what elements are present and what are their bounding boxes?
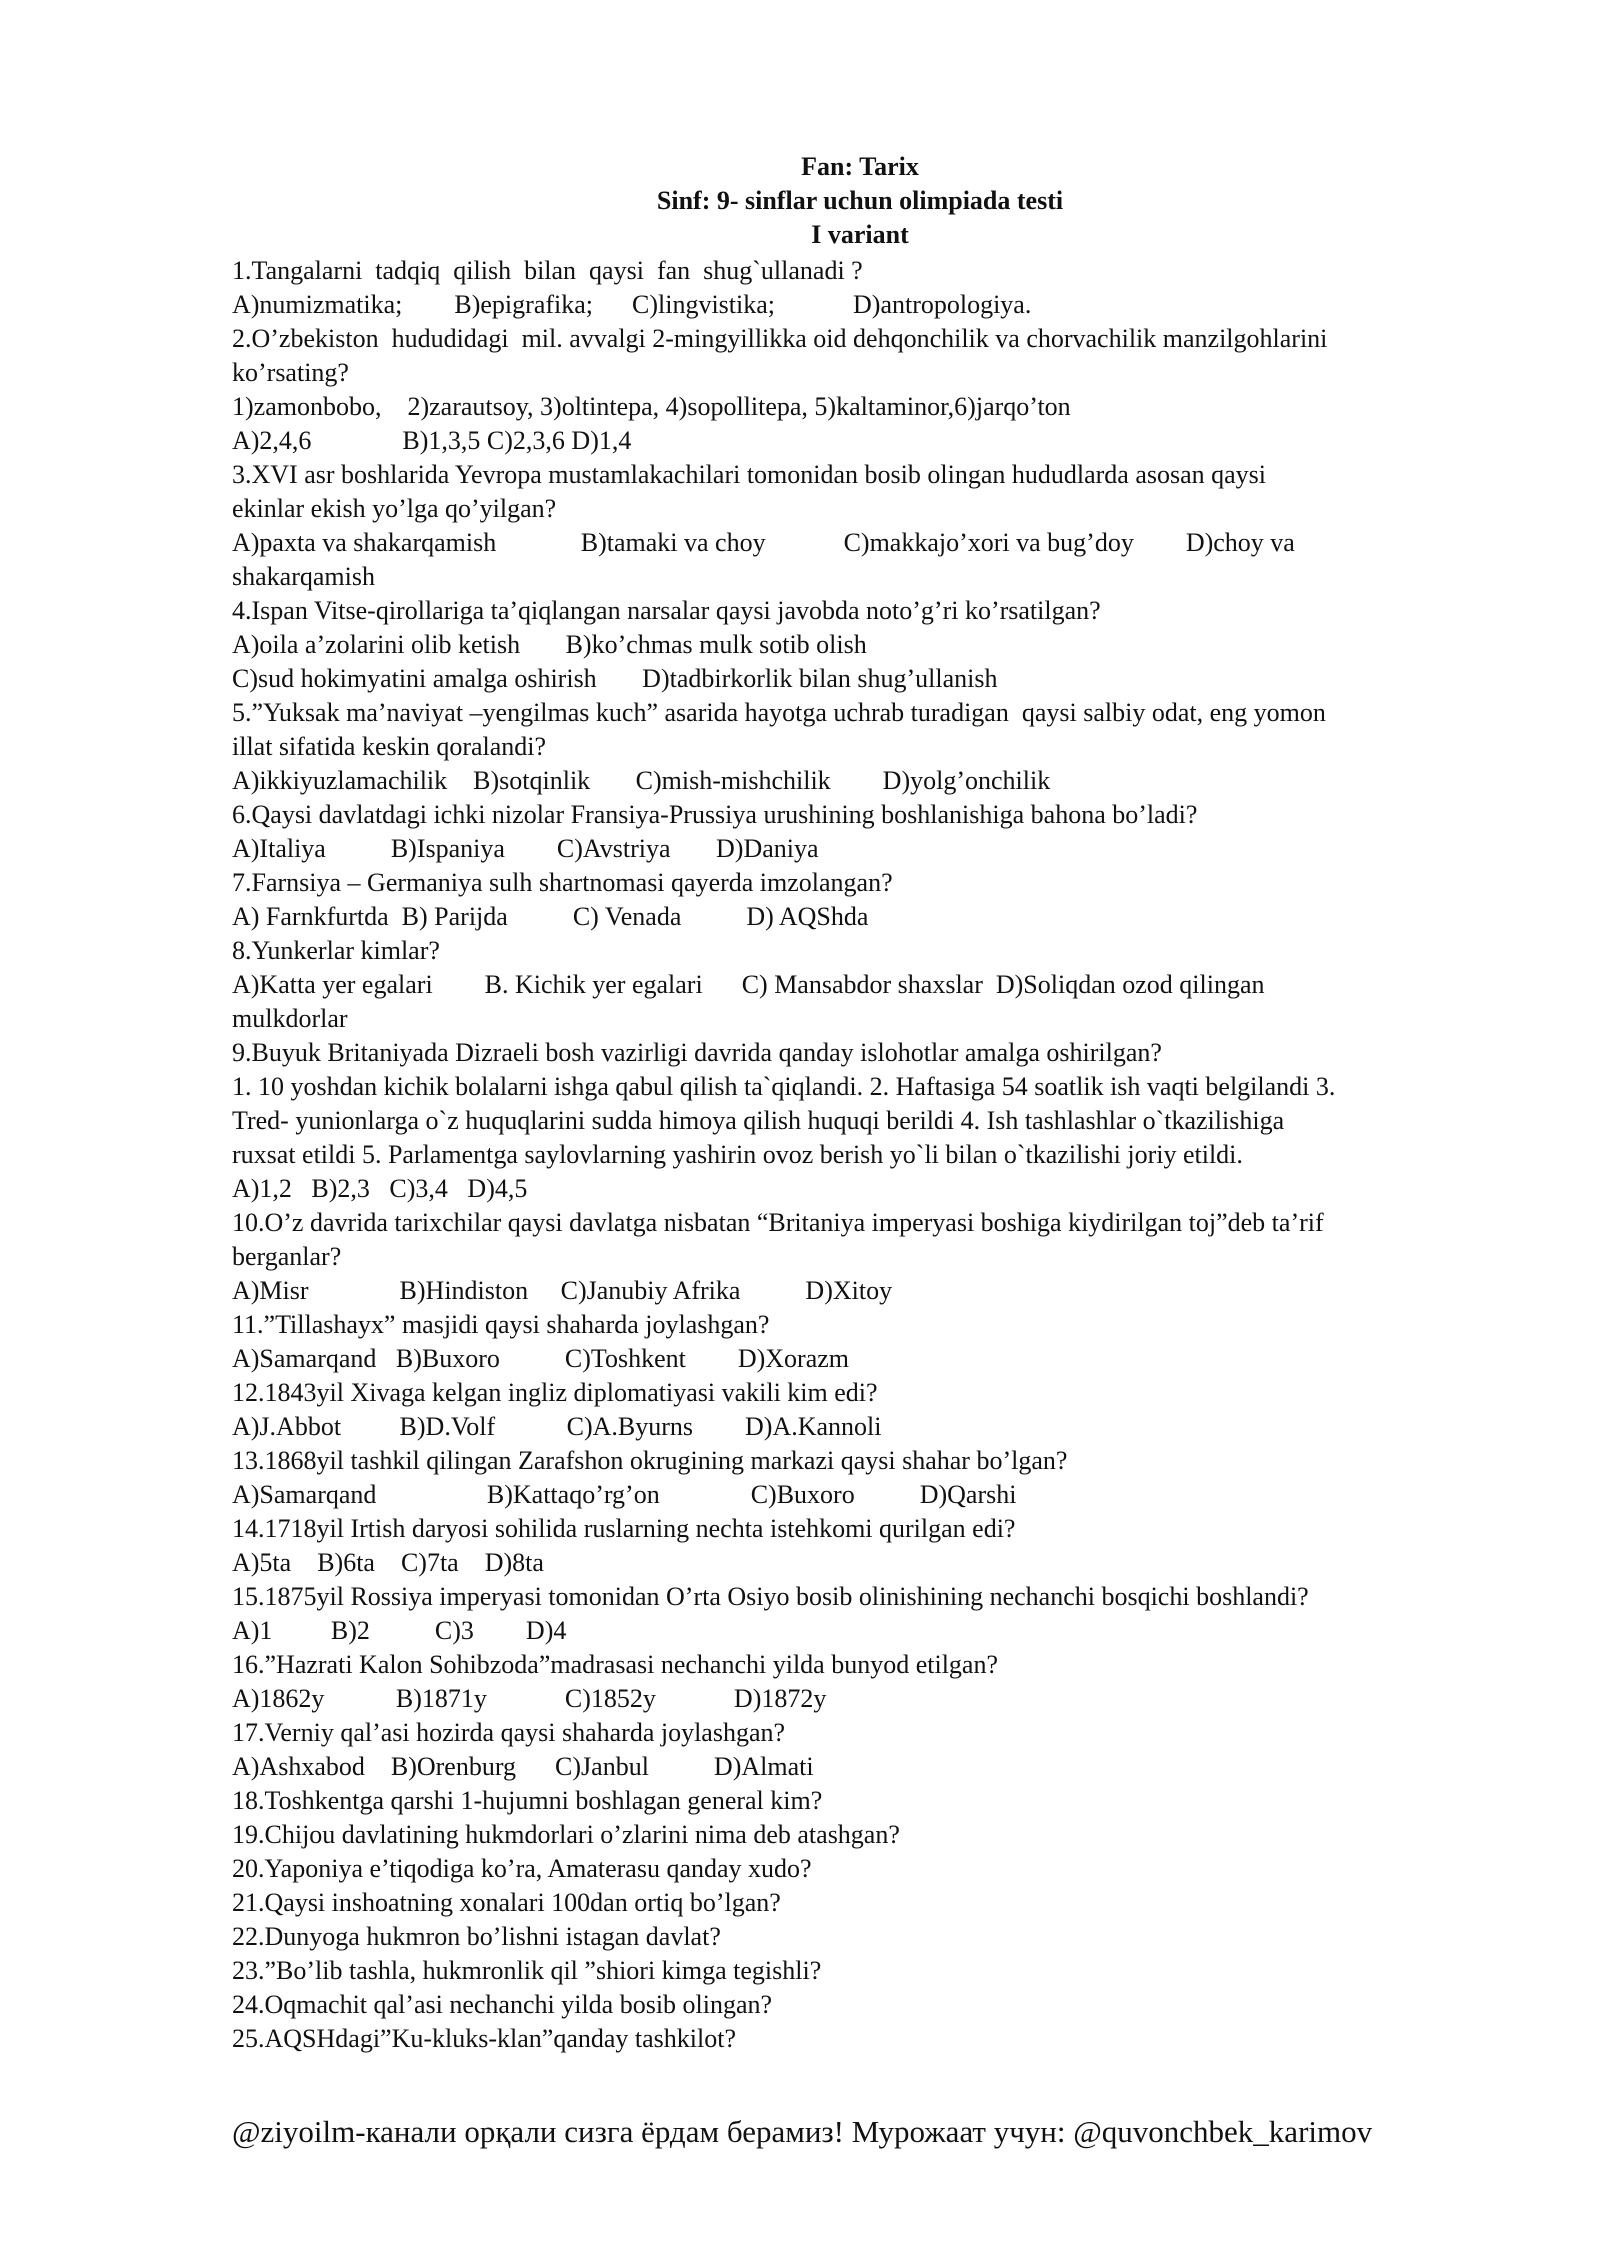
text-line: 1.Tangalarni tadqiq qilish bilan qaysi fan shug`ullanadi ? (232, 256, 863, 285)
text-line: 15.1875yil Rossiya imperyasi tomonidan O’rta Osiyo bosib olinishining nechanchi bosqichi boshlandi? (232, 1582, 1309, 1611)
text-line: 21.Qaysi inshoatning xonalari 100dan ortiq bo’lgan? (232, 1888, 781, 1917)
text-line: A)J.Abbot B)D.Volf C)A.Byurns D)A.Kannoli (232, 1412, 882, 1441)
text-line: 5.”Yuksak ma’naviyat –yengilmas kuch” asarida hayotga uchrab turadigan qaysi salbiy odat, eng yomon (232, 698, 1326, 727)
text-line: ekinlar ekish yo’lga qo’yilgan? (232, 494, 557, 523)
text-line: A)Ashxabod B)Orenburg C)Janbul D)Almati (232, 1752, 814, 1781)
text-line: 11.”Tillashayx” masjidi qaysi shaharda joylashgan? (232, 1310, 770, 1339)
text-line: 2.O’zbekiston hududidagi mil. avvalgi 2-mingyillikka oid dehqonchilik va chorvachilik manzilgohlarini (232, 324, 1328, 353)
text-line: 20.Yaponiya e’tiqodiga ko’ra, Amaterasu qanday xudo? (232, 1854, 812, 1883)
variant-title: I variant (811, 220, 909, 249)
test-body (232, 254, 1492, 2056)
text-line: 3.XVI asr boshlarida Yevropa mustamlakachilari tomonidan bosib olingan hududlarda asosan qaysi (232, 460, 1267, 489)
text-line: C)sud hokimyatini amalga oshirish D)tadbirkorlik bilan shug’ullanish (232, 664, 998, 693)
footer-contact: @ziyoilm-канали орқали сизга ёрдам берамиз! Мурожаат учун: @quvonchbek_karimov (232, 2114, 1373, 2149)
text-line: 13.1868yil tashkil qilingan Zarafshon okrugining markazi qaysi shahar bo’lgan? (232, 1446, 1068, 1475)
text-line: 16.”Hazrati Kalon Sohibzoda”madrasasi nechanchi yilda bunyod etilgan? (232, 1650, 999, 1679)
text-line: A)paxta va shakarqamish B)tamaki va choy C)makkajo’xori va bug’doy D)choy va (232, 528, 1295, 557)
document-header (0, 150, 1600, 252)
text-line: illat sifatida keskin qoralandi? (232, 732, 547, 761)
text-line: 4.Ispan Vitse-qirollariga ta’qiqlangan narsalar qaysi javobda noto’g’ri ko’rsatilgan? (232, 596, 1101, 625)
text-line: A)ikkiyuzlamachilik B)sotqinlik C)mish-mishchilik D)yolg’onchilik (232, 766, 1051, 795)
text-line: A) Farnkfurtda B) Parijda C) Venada D) AQShda (232, 902, 869, 931)
text-line: 22.Dunyoga hukmron bo’lishni istagan davlat? (232, 1922, 721, 1951)
text-line: 9.Buyuk Britaniyada Dizraeli bosh vazirligi davrida qanday islohotlar amalga oshirilgan? (232, 1038, 1162, 1067)
text-line: mulkdorlar (232, 1004, 348, 1033)
subject-title: Fan: Tarix (801, 152, 919, 181)
text-line: A)Italiya B)Ispaniya C)Avstriya D)Daniya (232, 834, 819, 863)
text-line: 17.Verniy qal’asi hozirda qaysi shaharda joylashgan? (232, 1718, 786, 1747)
text-line: 12.1843yil Xivaga kelgan ingliz diplomatiyasi vakili kim edi? (232, 1378, 878, 1407)
text-line: 18.Toshkentga qarshi 1-hujumni boshlagan general kim? (232, 1786, 823, 1815)
grade-title: Sinf: 9- sinflar uchun olimpiada testi (656, 186, 1064, 215)
text-line: A)Katta yer egalari B. Kichik yer egalari C) Mansabdor shaxslar D)Soliqdan ozod qilingan (232, 970, 1265, 999)
text-line: A)numizmatika; B)epigrafika; C)lingvistika; D)antropologiya. (232, 290, 1032, 319)
text-line: shakarqamish (232, 562, 375, 591)
text-line: A)1862y B)1871y C)1852y D)1872y (232, 1684, 827, 1713)
text-line: A)1,2 B)2,3 C)3,4 D)4,5 (232, 1174, 528, 1203)
text-line: ko’rsating? (232, 358, 349, 387)
text-line: A)2,4,6 B)1,3,5 C)2,3,6 D)1,4 (232, 426, 632, 455)
text-line: A)Samarqand B)Kattaqo’rg’on C)Buxoro D)Qarshi (232, 1480, 1017, 1509)
text-line: 1)zamonbobo, 2)zarautsoy, 3)oltintepa, 4)sopollitepa, 5)kaltaminor,6)jarqo’ton (232, 392, 1071, 421)
text-line: A)5ta B)6ta C)7ta D)8ta (232, 1548, 544, 1577)
text-line: 8.Yunkerlar kimlar? (232, 936, 440, 965)
text-line: Tred- yunionlarga o`z huquqlarini sudda himoya qilish huquqi berildi 4. Ish tashlashlar o`tkazilishiga (232, 1106, 1285, 1135)
text-line: 14.1718yil Irtish daryosi sohilida ruslarning nechta istehkomi qurilgan edi? (232, 1514, 1016, 1543)
text-line: 1. 10 yoshdan kichik bolalarni ishga qabul qilish ta`qiqlandi. 2. Haftasiga 54 soatlik ish vaqti belgilandi 3. (232, 1072, 1336, 1101)
text-line: A)Misr B)Hindiston C)Janubiy Afrika D)Xitoy (232, 1276, 893, 1305)
text-line: A)oila a’zolarini olib ketish B)ko’chmas mulk sotib olish (232, 630, 867, 659)
text-line: ruxsat etildi 5. Parlamentga saylovlarning yashirin ovoz berish yo`li bilan o`tkazilishi joriy etildi. (232, 1140, 1243, 1169)
text-line: 24.Oqmachit qal’asi nechanchi yilda bosib olingan? (232, 1990, 773, 2019)
text-line: A)1 B)2 C)3 D)4 (232, 1616, 567, 1645)
text-line: 23.”Bo’lib tashla, hukmronlik qil ”shiori kimga tegishli? (232, 1956, 822, 1985)
text-line: 6.Qaysi davlatdagi ichki nizolar Fransiya-Prussiya urushining boshlanishiga bahona bo’ladi? (232, 800, 1198, 829)
text-line: 10.O’z davrida tarixchilar qaysi davlatga nisbatan “Britaniya imperyasi boshiga kiydirilgan toj”deb ta’rif (232, 1208, 1324, 1237)
text-line: 25.AQSHdagi”Ku-kluks-klan”qanday tashkilot? (232, 2024, 737, 2053)
text-line: 19.Chijou davlatining hukmdorlari o’zlarini nima deb atashgan? (232, 1820, 900, 1849)
text-line: berganlar? (232, 1242, 342, 1271)
text-line: 7.Farnsiya – Germaniya sulh shartnomasi qayerda imzolangan? (232, 868, 893, 897)
text-line: A)Samarqand B)Buxoro C)Toshkent D)Xorazm (232, 1344, 850, 1373)
